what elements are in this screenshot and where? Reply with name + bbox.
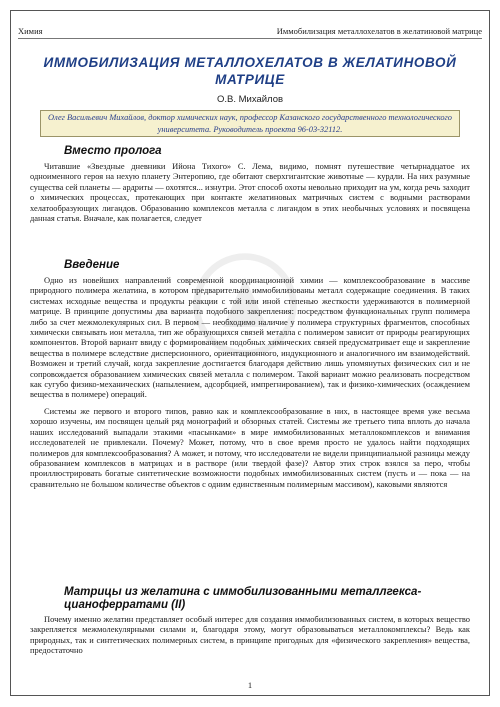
- section-gelatin-matrices: [30, 586, 470, 656]
- section-heading: Введение: [64, 259, 120, 271]
- running-header: [18, 26, 482, 39]
- author-info-box: Олег Васильевич Михайлов, доктор химических наук, профессор Казанского государственного технологического университета. Руководитель проекта 96-03-32112.: [40, 110, 460, 137]
- header-article-title: Иммобилизация металлохелатов в желатиновой матрице: [276, 26, 482, 36]
- header-section: Химия: [18, 26, 43, 36]
- article-title: ИММОБИЛИЗАЦИЯ МЕТАЛЛОХЕЛАТОВ В ЖЕЛАТИНОВОЙ МАТРИЦЕ: [43, 55, 457, 87]
- section-paragraph: Системы же первого и второго типов, равно как и комплексообразование в них, в настоящее время уже весьма хорошо изучены, им посвящен целый ряд монографий и обзорных статей. Системы же третьего типа вплоть до начала наших исследований выпадали этакими «пасынками» в мире иммобилизованных металлокомплексов и внимания исследователей не привлекали. Почему? Может, потому, что в свое время просто не удалось найти подходящих полимеров для комплексообразования? А может, и потому, что исследователи не видели принципиальной разницы между образованием комплексов в матрицах и в растворе (или твердой фазе)? Автор этих строк взялся за перо, чтобы проиллюстрировать богатые синтетические возможности подобных иммобилизованных систем (пусть и — пока — на сравнительно не большом количестве объектов с одним единственным полимерным массивом), каковыми являются: [30, 405, 470, 489]
- section-paragraph: Читавшие «Звездные дневники Ийона Тихого» С. Лема, видимо, помнят путешествие четырнадцатое их одноименного героя на нехую планету Энтеропию, где обитают сверхгигантские животные — курдли. На них разумные существа сей планеты — ардриты — охотятся... изнутри. Этот способ охоты невольно приходит на ум, когда речь заходит о химических процессах, протекающих при контакте желатиновых матричных систем с водными растворами хелатообразующих лигандов. Образованию комплексов металла с лигандом в этих необычных условиях и посвящена данная статья. Вначале, как полагается, следует: [30, 161, 470, 224]
- section-introduction: [30, 259, 470, 489]
- section-paragraph: Одно из новейших направлений современной координационной химии — комплексообразование в массиве природного полимера желатина, в котором предварительно иммобилизованы металл содержащие соединения. В таких системах исходные вещества и продукты реакции с той или иной степенью жесткости удерживаются в полимерной матрице. В принципе допустимы два варианта подобного закрепления: посредством функциональных групп полимера либо за счет межмолекулярных сил. В первом — необходимо наличие у полимера структурных фрагментов, способных химически связывать ион металла, тип же образующихся связей металла с полимером зависит от природы реагирующих компонентов. Второй вариант ввиду с формированием подобных химических связей предусматривает еще и закрепление вещества в полимере вследствие дисперсионного, ориентационного, индукционного и аналогичного им взаимодействий. Возможен и третий случай, когда закрепление достигается благодаря действию лишь упомянутых физических сил и не сопровождается образованием химических связей металла с полимером. Такой вариант можно реализовать посредством как сугубо физико-механических (напылением, адсорбцией, импрегнированием), так и физико-химических (осаждением вещества в полимере) операций.: [30, 275, 470, 400]
- page-number: 1: [247, 680, 253, 690]
- section-heading: Вместо пролога: [64, 145, 162, 157]
- section-paragraph: Почему именно желатин представляет особый интерес для создания иммобилизованных систем, в которых вещество закрепляется межмолекулярными силами и, благодаря этому, могут образовываться металлокомплексы? Ведь как природных, так и синтетических полимерных систем, в принципе пригодных для «физического закрепления» вещества, предостаточно: [30, 614, 470, 656]
- section-heading: Матрицы из желатина с иммобилизованными металлгекса-цианоферратами (II): [64, 586, 422, 611]
- article-author: О.В. Михайлов: [216, 94, 284, 105]
- section-prologue: [30, 145, 470, 223]
